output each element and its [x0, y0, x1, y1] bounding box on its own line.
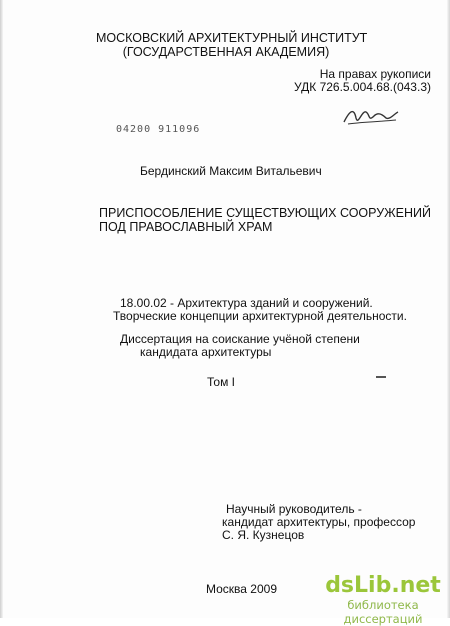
thesis-title-line2: ПОД ПРАВОСЛАВНЫЙ ХРАМ — [99, 220, 273, 234]
city-year: Москва 2009 — [206, 582, 277, 596]
supervisor-heading: Научный руководитель - — [226, 502, 362, 516]
specialty-description: Творческие концепции архитектурной деятельности. — [113, 309, 407, 323]
archive-stamp-number: 04200 911096 — [116, 124, 201, 135]
dslib-watermark — [324, 574, 442, 626]
udk-code: УДК 726.5.004.68.(043.3) — [294, 80, 431, 94]
degree-line1: Диссертация на соискание учёной степени — [120, 332, 360, 346]
supervisor-title: кандидат архитектуры, профессор — [222, 515, 416, 529]
supervisor-name: С. Я. Кузнецов — [222, 528, 305, 542]
specialty-code: 18.00.02 - Архитектура зданий и сооружений. — [120, 296, 373, 310]
stray-mark — [376, 376, 386, 378]
thesis-title-line1: ПРИСПОСОБЛЕНИЕ СУЩЕСТВУЮЩИХ СООРУЖЕНИЙ — [99, 206, 432, 220]
signature-icon — [340, 100, 400, 130]
institute-name: МОСКОВСКИЙ АРХИТЕКТУРНЫЙ ИНСТИТУТ — [96, 31, 368, 45]
volume-label: Том I — [207, 375, 235, 389]
institute-status: (ГОСУДАРСТВЕННАЯ АКАДЕМИЯ) — [122, 45, 330, 59]
page-edge-left — [0, 0, 3, 618]
author-name: Бердинский Максим Витальевич — [140, 164, 322, 178]
manuscript-rights: На правах рукописи — [319, 67, 431, 81]
dslib-subtitle: библиотека диссертаций — [343, 598, 423, 626]
dslib-logo: dsLib.net — [325, 573, 441, 598]
degree-line2: кандидата архитектуры — [140, 345, 272, 359]
